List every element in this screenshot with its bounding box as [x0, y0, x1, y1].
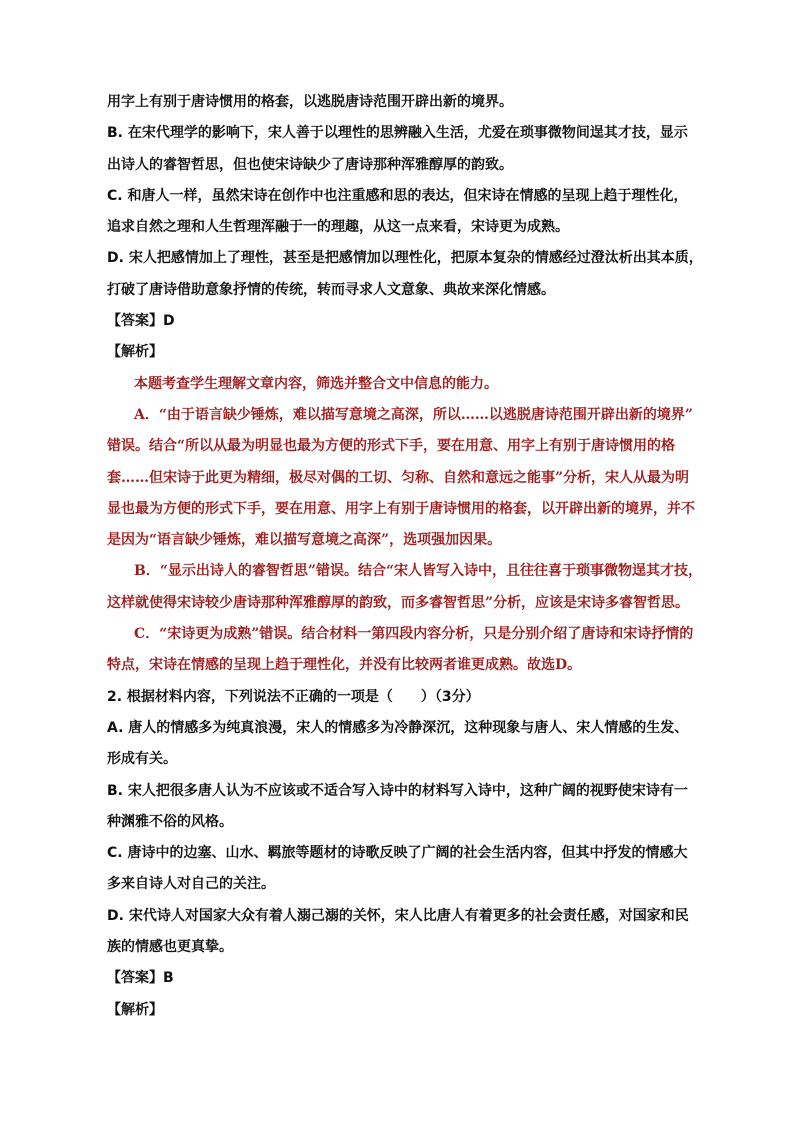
q1-analysis-line-6: 是因为“语言缺少锤炼，难以描写意境之高深”，选项强加因果。	[107, 532, 502, 549]
q1-answer: 【答案】D	[107, 313, 175, 330]
q1-option-c-line-2: 追求自然之理和人生哲理浑融于一的理趣，从这一点来看，宋诗更为成熟。	[107, 219, 569, 236]
q2-option-d-line-1: D. 宋代诗人对国家大众有着人溺己溺的关怀，宋人比唐人有着更多的社会责任感，对国家和民	[107, 907, 689, 924]
q1-option-d-line-1: D. 宋人把感情加上了理性，甚至是把感情加以理性化，把原本复杂的情感经过澄汰析出其本质，	[107, 250, 703, 267]
q1-analysis-line-8: 这样就使得宋诗较少唐诗那种浑雅醇厚的韵致，而多睿智哲思”分析，应该是宋诗多睿智哲思。	[107, 594, 690, 611]
q1-analysis-line-3: 错误。结合“所以从最为明显也最为方便的形式下手，要在用意、用字上有别于唐诗惯用的格	[107, 438, 676, 455]
q2-option-a-line-1: A. 唐人的情感多为纯真浪漫，宋人的情感多为冷静深沉，这种现象与唐人、宋人情感的生发、	[107, 719, 689, 736]
q1-analysis-line-4: 套……但宋诗于此更为精细，极尽对偶的工切、匀称、自然和意远之能事”分析，宋人从最为明	[107, 469, 690, 486]
document-body	[107, 87, 707, 1026]
q1-option-c-line-1: C. 和唐人一样，虽然宋诗在创作中也注重感和思的表达，但宋诗在情感的呈现上趋于理性化，	[107, 187, 688, 204]
q1-option-b-line-2: 出诗人的睿智哲思，但也使宋诗缺少了唐诗那种浑雅醇厚的韵致。	[107, 156, 513, 173]
q2-answer: 【答案】B	[107, 970, 174, 987]
q2-option-c-line-2: 多来自诗人对自己的关注。	[107, 876, 275, 893]
q1-analysis-label: 【解析】	[107, 344, 163, 361]
q2-option-a-line-2: 形成有关。	[107, 751, 177, 768]
q2-analysis-label: 【解析】	[107, 1001, 163, 1018]
q2-option-c-line-1: C. 唐诗中的边塞、山水、羁旅等题材的诗歌反映了广阔的社会生活内容，但其中抒发的情感大	[107, 845, 688, 862]
q1-analysis-line-2: A．“由于语言缺少锤炼，难以描写意境之高深，所以……以逃脱唐诗范围开辟出新的境界”	[134, 406, 693, 423]
q1-analysis-line-10: 特点，宋诗在情感的呈现上趋于理性化，并没有比较两者谁更成熟。故选D。	[107, 657, 582, 674]
q2-stem: 2. 根据材料内容，下列说法不正确的一项是（ ）（3分）	[107, 688, 480, 705]
q1-option-a-end: 用字上有别于唐诗惯用的格套，以逃脱唐诗范围开辟出新的境界。	[107, 94, 513, 110]
q1-analysis-line-9: C．“宋诗更为成熟”错误。结合材料一第四段内容分析，只是分别介绍了唐诗和宋诗抒情的	[134, 626, 694, 643]
q1-option-d-line-2: 打破了唐诗借助意象抒情的传统，转而寻求人文意象、典故来深化情感。	[107, 281, 555, 298]
q2-option-b-line-2: 种渊雅不俗的风格。	[107, 813, 233, 830]
q2-option-d-line-2: 族的情感也更真挚。	[107, 939, 233, 956]
q2-option-b-line-1: B. 宋人把很多唐人认为不应该或不适合写入诗中的材料写入诗中，这种广阔的视野使宋诗有一	[107, 782, 688, 799]
q1-analysis-line-1: 本题考查学生理解文章内容，筛选并整合文中信息的能力。	[134, 375, 498, 392]
q1-analysis-line-7: B．“显示出诗人的睿智哲思”错误。结合“宋人皆写入诗中，且往往喜于琐事微物逞其才技，	[134, 563, 702, 580]
q1-option-b-line-1: B. 在宋代理学的影响下，宋人善于以理性的思辨融入生活，尤爱在琐事微物间逞其才技，显示	[107, 125, 688, 142]
q1-analysis-line-5: 显也最为方便的形式下手，要在用意、用字上有别于唐诗惯用的格套，以开辟出新的境界，并不	[107, 500, 695, 517]
